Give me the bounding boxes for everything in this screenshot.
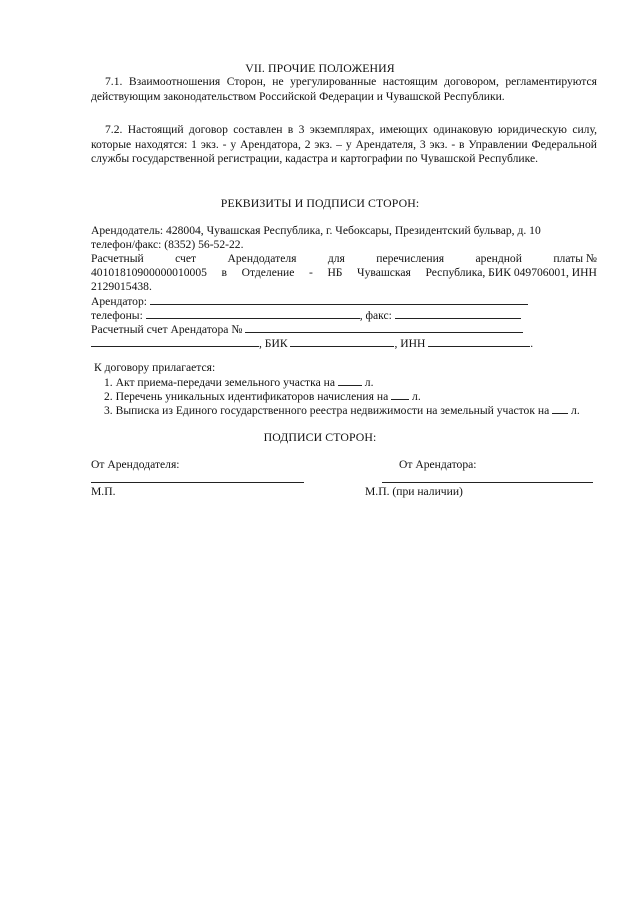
account-part: НБ [327,266,343,279]
bik-blank [290,336,394,347]
landlord-signature-line [91,482,304,483]
attachments-intro: К договору прилагается: [94,361,216,374]
account-part: в [221,266,227,279]
phones-blank [146,308,360,319]
landlord-account-line1 [91,252,597,267]
account-part: Отделение [241,266,295,279]
pages-blank [552,403,568,414]
account-part: - [308,266,313,279]
landlord-account-line2 [91,266,597,281]
signatures-title: ПОДПИСИ СТОРОН: [263,430,377,444]
tenant-account-label: Расчетный счет Арендатора № [91,323,243,336]
account-part: 40101810900000010005 [91,266,207,279]
inn-label: , ИНН [394,337,426,350]
requisites-title: РЕКВИЗИТЫ И ПОДПИСИ СТОРОН: [220,196,420,210]
inn-blank [428,336,530,347]
from-landlord-label: От Арендодателя: [91,458,180,471]
attachment-item-3: 3. Выписка из Единого государственного реестра недвижимости на земельный участок на л. [104,404,580,417]
landlord-inn: 2129015438. [91,280,152,293]
landlord-phone: телефон/факс: (8352) 56-52-22. [91,238,244,251]
end-dot: . [530,337,534,350]
account-word: перечисления [376,252,445,265]
phones-label: телефоны: [91,309,143,322]
attachment-item-1: 1. Акт приема-передачи земельного участка на л. [104,376,374,389]
pages-blank [338,375,362,386]
tenant-stamp-label: М.П. (при наличии) [365,485,463,498]
tenant-account-blank [245,322,523,333]
bik-label: , БИК [259,337,288,350]
from-tenant-label: От Арендатора: [399,458,477,471]
account-word: Расчетный [91,252,144,265]
tenant-label: Арендатор: [91,295,147,308]
bank-blank [91,336,259,347]
landlord-address: Арендодатель: 428004, Чувашская Республика, г. Чебоксары, Президентский бульвар, д. 10 [91,224,541,237]
fax-blank [395,308,521,319]
clause-7-2: 7.2. Настоящий договор составлен в 3 экземплярах, имеющих одинаковую юридическую силу, которые находятся: 1 экз. - у Арендатора, 2 экз. – у Арендателя, 3 экз. - в Управлении Федеральной службы государственной регистрации, кадастра и картографии по Чувашской Республике. [91,123,597,166]
section-7-title: VII. ПРОЧИЕ ПОЛОЖЕНИЯ [245,61,395,75]
account-part: Чувашская [357,266,411,279]
account-word: для [327,252,345,265]
landlord-stamp-label: М.П. [91,485,116,498]
account-word: платы № [553,252,597,265]
fax-label: , факс: [359,309,392,322]
account-word: арендной [475,252,522,265]
account-part: Республика, БИК 049706001, ИНН [425,266,597,279]
tenant-name-blank [150,294,528,305]
tenant-signature-line [382,482,593,483]
clause-7-1: 7.1. Взаимоотношения Сторон, не урегулированные настоящим договором, регламентируются действующим законодательством Российской Федерации и Чувашской Республики. [91,75,597,103]
tenant-bik-inn-row [91,336,533,352]
account-word: счет [175,252,197,265]
pages-blank [391,389,409,400]
attachment-item-2: 2. Перечень уникальных идентификаторов начисления на л. [104,390,421,403]
account-word: Арендодателя [227,252,297,265]
